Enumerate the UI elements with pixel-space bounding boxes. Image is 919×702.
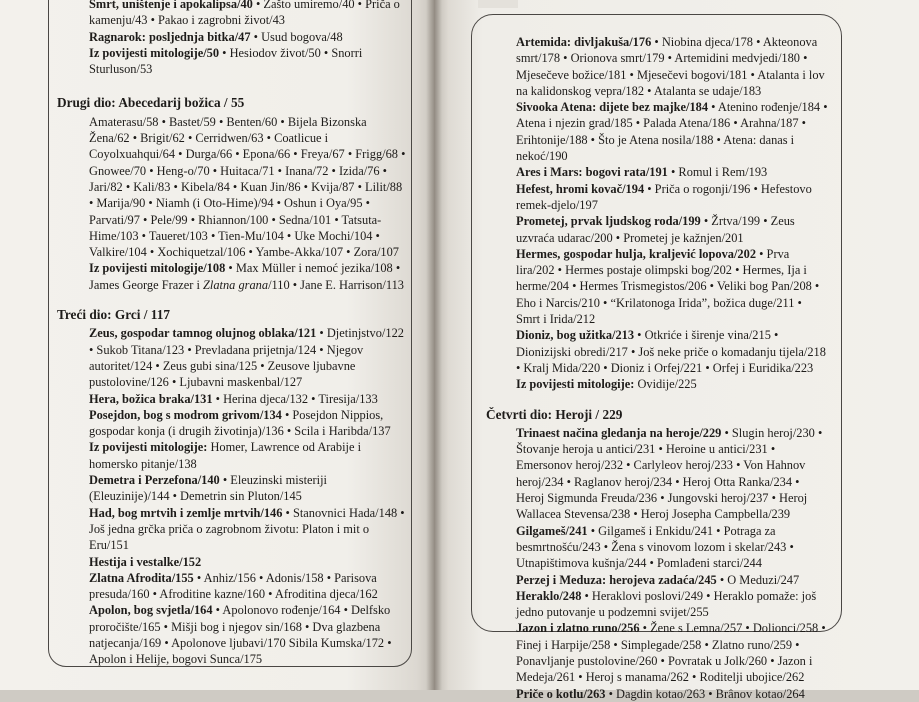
toc-entry: Iz povijesti mitologije: Homer, Lawrence od Arabije i homersko pitanje/138 — [89, 440, 362, 471]
toc-entry: Zlatna Afrodita/155 • Anhiz/156 • Adonis/158 • Parisova presuda/160 • Afroditine kazne/160 • Afroditina djeca/162 — [89, 570, 378, 602]
left-toc-column — [57, 0, 409, 668]
part-heading: Četvrti dio: Heroji / 229 — [486, 406, 623, 422]
toc-entry: Jazon i zlatno runo/256 • Žene s Lemna/257 • Dolionci/258 • Finej i Harpije/258 • Simplegade/258 • Zlatno runo/259 • Ponavljanje pustolovine/260 • Povratak u Jolk/260 • Jazon i Medeja/261 • Heroj s manama/262 • Roditelji ubojice/262 — [516, 621, 826, 685]
part-heading: Treći dio: Grci / 117 — [57, 307, 171, 323]
toc-entry: Heraklo/248 • Heraklovi poslovi/249 • Heraklo pomaže: još jedno putovanje u podzemni svijet/255 — [516, 588, 817, 620]
toc-entry: Posejdon, bog s modrom grivom/134 • Posejdon Nippios, gospodar konja (i drugih životinja)/136 • Scila i Haribda/137 — [89, 407, 391, 439]
toc-entry: Perzej i Meduza: herojeva zadaća/245 • O Meduzi/247 — [516, 572, 800, 587]
toc-entry: Prometej, prvak ljudskog roda/199 • Žrtva/199 • Zeus uzvraća udarac/200 • Prometej je kažnjen/201 — [516, 214, 795, 245]
toc-entry: Iz povijesti mitologije/50 • Hesiodov život/50 • Snorri Sturluson/53 — [89, 45, 363, 77]
toc-entry: Iz povijesti mitologije: Ovidije/225 — [516, 377, 697, 392]
toc-entry: Artemida: divljakuša/176 • Niobina djeca/178 • Akteonova smrt/178 • Orionova smrt/179 • Artemidini medvjedi/180 • Mjesečeve božice/181 • Mjesečevi bogovi/181 • Atalanta i lov na kalidonskog vepra/182 • Atalanta se udaje/183 — [516, 35, 825, 98]
toc-entry: Trinaest načina gledanja na heroje/229 • Slugin heroj/230 • Štovanje heroja u antici/231 • Heroine u antici/231 • Emersonov heroj/232 • Carlyleov heroj/233 • Von Hahnov heroj/234 • Raglanov heroj/234 • Heroj Otta Ranka/234 • Heroj Sigmunda Freuda/236 • Jungovski heroj/237 • Heroj Wallacea Stevensa/238 • Heroj Josepha Campbella/239 — [516, 425, 823, 522]
right-toc-column — [486, 34, 828, 702]
toc-entry: Priče o kotlu/263 • Dagdin kotao/263 • Brânov kotao/264 — [516, 686, 805, 701]
toc-entry: Ragnarok: posljednja bitka/47 • Usud bogova/48 — [89, 29, 343, 44]
toc-entry: Apolon, bog svjetla/164 • Apolonovo rođenje/164 • Delfsko proročište/165 • Mišji bog i njegov sin/168 • Dva glazbena natjecanja/169 • Apolonove ljubavi/170 Sibila Kumska/172 • Apolon i Helije, bogovi Sunca/175 — [89, 603, 392, 667]
toc-entry: Zeus, gospodar tamnog olujnog oblaka/121 • Djetinjstvo/122 • Sukob Titana/123 • Prevladana prijetnja/124 • Njegov autoritet/124 • Zeus gubi sina/125 • Zeusove ljubavne pustolovine/126 • Ljubavni maskenbal/127 — [89, 326, 404, 390]
part-heading: Drugi dio: Abecedarij božica / 55 — [57, 95, 245, 111]
toc-entry: Hestija i vestalke/152 — [89, 554, 202, 569]
book-gutter — [426, 0, 442, 690]
toc-entry: Ares i Mars: bogovi rata/191 • Romul i Rem/193 — [516, 165, 768, 180]
toc-entry: Demetra i Perzefona/140 • Eleuzinski misteriji (Eleuzinije)/144 • Demetrin sin Pluton/145 — [89, 473, 327, 504]
toc-entry: Sivooka Atena: dijete bez majke/184 • Atenino rođenje/184 • Atena i njezin grad/185 • Palada Atena/186 • Arahna/187 • Erihtonije/188 • Što je Atena nosila/188 • Atena: danas i nekoć/190 — [516, 100, 828, 164]
toc-entry: Dioniz, bog užitka/213 • Otkriće i širenje vina/215 • Dionizijski obredi/217 • Još neke priče o komadanju tijela/218 • Kralj Mida/220 • Dioniz i Orfej/221 • Orfej i Euridika/223 — [516, 328, 826, 375]
toc-entry: Gilgameš/241 • Gilgameš i Enkidu/241 • Potraga za besmrtnošću/243 • Žena s vinovom lozom i skelar/243 • Utnapištimova kušnja/244 • Pomlađeni starci/244 — [516, 523, 794, 571]
toc-entry: Smrt, uništenje i apokalipsa/40 • Zašto umiremo/40 • Priča o kamenju/43 • Pakao i zagrobni život/43 — [89, 0, 400, 28]
toc-entry: Iz povijesti mitologije/108 • Max Müller i nemoć jezika/108 • James George Frazer i Zlatna grana/110 • Jane E. Harrison/113 — [89, 261, 404, 292]
toc-entry: Hera, božica braka/131 • Herina djeca/132 • Tiresija/133 — [89, 391, 378, 406]
toc-entry: Hefest, hromi kovač/194 • Priča o rogonji/196 • Hefestovo remek-djelo/197 — [516, 181, 812, 212]
toc-entry: Hermes, gospodar hulja, kraljević lopova/202 • Prva lira/202 • Hermes postaje olimpski bog/202 • Hermes, Ija i herme/204 • Hermes Trismegistos/206 • Veliki bog Pan/208 • Eho i Narcis/210 • “Krilatonoga Irida”, božica duge/211 • Smrt i Irida/212 — [516, 246, 820, 327]
toc-entry: Amaterasu/58 • Bastet/59 • Benten/60 • Bijela Bizonska Žena/62 • Brigit/62 • Cerridwen/63 • Coatlicue i Coyolxuahqui/64 • Durga/66 • Epona/66 • Freya/67 • Frigg/68 • Gnowee/70 • Heng-o/70 • Huitaca/71 • Inana/72 • Izida/76 • Jari/82 • Kali/83 • Kibela/84 • Kuan Jin/86 • Kvija/87 • Lilit/88 • Marija/90 • Niamh (i Oto-Hime)/94 • Oshun i Oya/95 • Parvati/97 • Pele/99 • Rhiannon/100 • Sedna/101 • Tatsuta-Hime/103 • Taueret/103 • Tien-Mu/104 • Uke Mochi/104 • Valkire/104 • Xochiquetzal/106 • Yambe-Akka/107 • Zora/107 — [89, 114, 406, 260]
page-edge-fragment — [478, 0, 518, 8]
toc-entry: Had, bog mrtvih i zemlje mrtvih/146 • Stanovnici Hada/148 • Još jedna grčka priča o zagrobnom životu: Platon i mit o Eru/151 — [89, 505, 405, 553]
